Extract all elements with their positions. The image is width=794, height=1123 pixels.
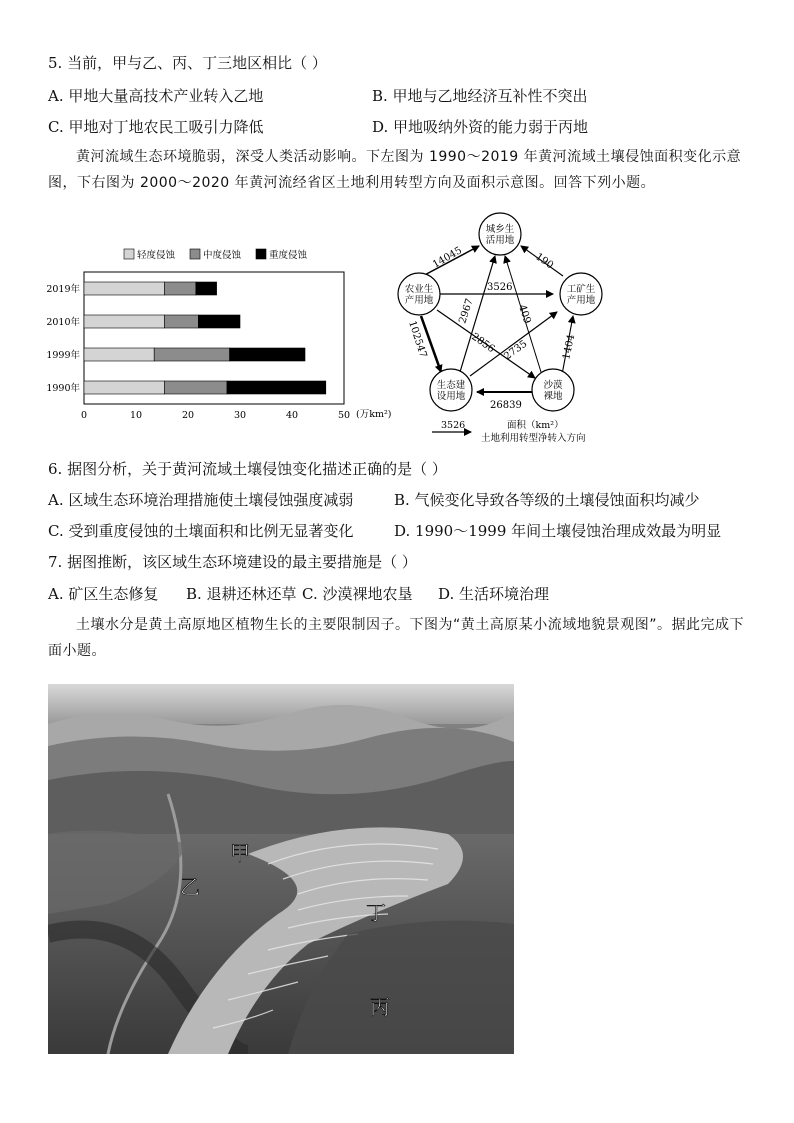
bar-1-0: [165, 282, 196, 295]
diagram-legend-unit: 面积（km²）: [507, 420, 564, 431]
svg-text:沙漠: 沙漠: [543, 380, 563, 391]
x-tick-label: 30: [233, 410, 247, 421]
legend-swatch-0: [124, 249, 134, 259]
chart-legend: [124, 249, 308, 261]
svg-text:生态建: 生态建: [436, 380, 466, 391]
y-tick-label: 1990年: [46, 383, 80, 394]
legend-label-1: 中度侵蚀: [203, 250, 242, 261]
x-tick-label: 50: [337, 410, 351, 421]
q7-stem: 7. 据图推断，该区域生态环境建设的最主要措施是（ ）: [48, 553, 417, 571]
x-tick-label: 10: [129, 410, 143, 421]
q7-option-c: C. 沙漠裸地农垦: [302, 585, 413, 603]
label-ding: 丁: [366, 901, 386, 925]
bar-2-2: [230, 348, 305, 361]
label-bing: 丙: [370, 995, 390, 1019]
x-tick-label: 20: [181, 410, 195, 421]
x-tick-label: 40: [285, 410, 299, 421]
node-farm: [398, 273, 440, 315]
bar-1-1: [165, 315, 199, 328]
q6-option-c: C. 受到重度侵蚀的土壤面积和比例无显著变化: [48, 522, 354, 540]
legend-label-0: 轻度侵蚀: [137, 250, 176, 261]
node-urban: [479, 213, 521, 255]
svg-text:裸地: 裸地: [543, 391, 563, 402]
flow-label: 409: [516, 303, 533, 326]
flow-label: 14045: [431, 245, 465, 271]
q5-option-d: D. 甲地吸纳外资的能力弱于丙地: [372, 118, 589, 136]
bar-1-3: [165, 381, 227, 394]
loess-landscape-photo: [48, 684, 514, 1054]
erosion-bar-chart: [40, 240, 400, 430]
bar-0-1: [84, 315, 165, 328]
bar-2-3: [227, 381, 326, 394]
node-eco: [430, 369, 472, 411]
flow-label: 2735: [502, 338, 530, 363]
y-tick-label: 1999年: [46, 350, 80, 361]
intro-paragraph-2: [48, 612, 754, 664]
legend-label-2: 重度侵蚀: [269, 250, 308, 261]
svg-text:产用地: 产用地: [404, 295, 434, 306]
flow-label: 2856: [469, 331, 497, 356]
svg-text:设用地: 设用地: [436, 391, 466, 402]
x-unit-label: (万km²): [356, 409, 392, 420]
bar-0-2: [84, 348, 154, 361]
q5-option-a: A. 甲地大量高技术产业转入乙地: [48, 87, 264, 105]
node-desert: [532, 369, 574, 411]
svg-text:活用地: 活用地: [485, 235, 515, 246]
svg-text:工矿生: 工矿生: [566, 284, 596, 295]
y-tick-label: 2019年: [46, 284, 80, 295]
flow-label: 2967: [457, 297, 476, 325]
legend-swatch-2: [256, 249, 266, 259]
q5-option-b: B. 甲地与乙地经济互补性不突出: [372, 87, 588, 105]
label-jia: 甲: [230, 841, 250, 865]
legend-swatch-1: [190, 249, 200, 259]
svg-text:农业生: 农业生: [404, 284, 434, 295]
flow-label: 1404: [561, 333, 578, 361]
q5-stem: 5. 当前，甲与乙、丙、丁三地区相比（ ）: [48, 54, 327, 72]
intro-paragraph-1: [48, 144, 754, 196]
q7-option-b: B. 退耕还林还草: [186, 585, 297, 603]
intro-2-text: 土壤水分是黄土高原地区植物生长的主要限制因子。下图为“黄土高原某小流域地貌景观图”。据此完成下面小题。: [48, 617, 745, 659]
q6-option-d: D. 1990～1999 年间土壤侵蚀治理成效最为明显: [394, 522, 722, 540]
flow-label: 3526: [487, 282, 513, 293]
bar-1-2: [154, 348, 229, 361]
q6-option-a: A. 区域生态环境治理措施使土壤侵蚀强度减弱: [48, 491, 354, 509]
diagram-legend-desc: 土地利用转型净转入方向: [481, 433, 586, 444]
q6-stem: 6. 据图分析，关于黄河流域土壤侵蚀变化描述正确的是（ ）: [48, 460, 447, 478]
node-mine: [560, 273, 602, 315]
bar-0-3: [84, 381, 165, 394]
q7-option-a: A. 矿区生态修复: [48, 585, 159, 603]
diagram-legend-value: 3526: [441, 420, 466, 431]
bar-2-0: [196, 282, 217, 295]
land-use-transition-diagram: [385, 212, 625, 447]
q7-option-d: D. 生活环境治理: [438, 585, 550, 603]
q6-option-b: B. 气候变化导致各等级的土壤侵蚀面积均减少: [394, 491, 700, 509]
bar-0-0: [84, 282, 165, 295]
flow-label: 190: [533, 251, 556, 272]
svg-text:产用地: 产用地: [566, 295, 596, 306]
svg-text:城乡生: 城乡生: [485, 224, 515, 235]
label-yi: 乙: [180, 875, 200, 899]
x-tick-label: 0: [80, 410, 88, 421]
flow-label: 102547: [406, 319, 429, 360]
flow-label: 26839: [490, 400, 522, 411]
bar-2-1: [198, 315, 240, 328]
q5-option-c: C. 甲地对丁地农民工吸引力降低: [48, 118, 264, 136]
y-tick-label: 2010年: [46, 317, 80, 328]
intro-1-text: 黄河流域生态环境脆弱，深受人类活动影响。下左图为 1990～2019 年黄河流域土壤侵蚀面积变化示意图，下右图为 2000～2020 年黄河流经省区土地利用转型方向及面积示意图。回答下列小题。: [48, 149, 742, 191]
